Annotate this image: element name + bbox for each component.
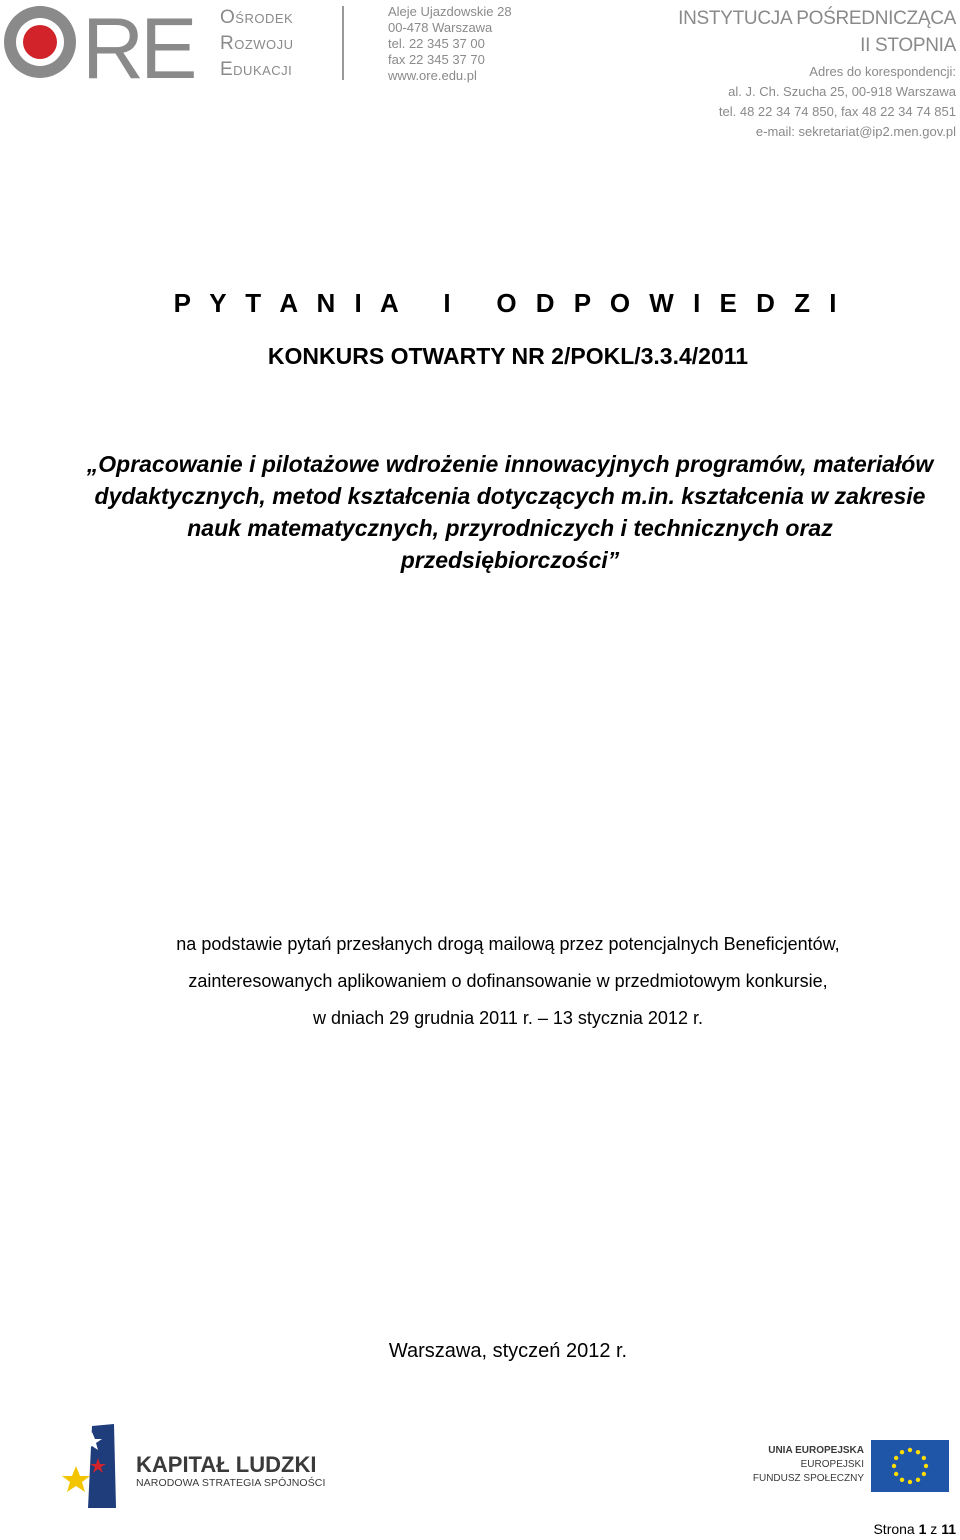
eu-star-icon	[922, 1456, 926, 1460]
place-date: Warszawa, styczeń 2012 r.	[388, 1340, 628, 1362]
institution-title	[678, 5, 956, 59]
header-divider	[342, 6, 344, 80]
correspondence-line: Adres do korespondencji:	[809, 64, 956, 79]
institution-line: INSTYTUCJA POŚREDNICZĄCA	[678, 8, 956, 29]
address-line: www.ore.edu.pl	[388, 68, 477, 83]
eu-star-icon	[924, 1464, 928, 1468]
eu-line: EUROPEJSKI	[800, 1459, 864, 1470]
document-title: P Y T A N I A I O D P O W I E D Z I	[173, 288, 843, 318]
competition-number: KONKURS OTWARTY NR 2/POKL/3.3.4/2011	[267, 343, 749, 369]
page-sep: z	[930, 1521, 938, 1537]
eu-text	[740, 1444, 864, 1486]
eu-star-icon	[908, 1448, 912, 1452]
address-line: tel. 22 345 37 00	[388, 36, 485, 51]
org-line: Ośrodek	[220, 7, 294, 28]
kl-title: KAPITAŁ LUDZKI	[136, 1452, 317, 1477]
eu-star-icon	[892, 1464, 896, 1468]
page-total: 11	[941, 1521, 956, 1537]
eu-star-icon	[916, 1478, 920, 1482]
address-line: fax 22 345 37 70	[388, 52, 485, 67]
eu-line: UNIA EUROPEJSKA	[768, 1445, 864, 1456]
eu-star-icon	[922, 1472, 926, 1476]
correspondence-address	[719, 62, 956, 142]
page-number	[873, 1521, 956, 1537]
address-line: Aleje Ujazdowskie 28	[388, 4, 512, 19]
project-name: „Opracowanie i pilotażowe wdrożenie innowacyjnych programów, materiałów dydaktycznych, metod kształcenia dotyczących m.in. kształcenia w zakresie nauk matematycznych, przyrodniczych i technicznych oraz przedsiębiorczości”	[86, 451, 934, 573]
org-line: Rozwoju	[220, 33, 294, 54]
eu-star-icon	[894, 1472, 898, 1476]
kapital-ludzki-logo	[62, 1424, 122, 1508]
eu-star-icon	[908, 1480, 912, 1484]
page-prefix: Strona	[873, 1521, 915, 1537]
eu-star-icon	[894, 1456, 898, 1460]
basis-line: na podstawie pytań przesłanych drogą mailową przez potencjalnych Beneficjentów,	[176, 934, 840, 954]
svg-text:RE: RE	[82, 1, 194, 90]
eu-star-icon	[916, 1450, 920, 1454]
basis-line: zainteresowanych aplikowaniem o dofinansowanie w przedmiotowym konkursie,	[188, 971, 828, 991]
basis-text	[80, 926, 936, 1037]
correspondence-line: e-mail: sekretariat@ip2.men.gov.pl	[755, 124, 956, 139]
eu-star-icon	[900, 1450, 904, 1454]
ore-address	[388, 4, 512, 84]
eu-star-icon	[900, 1478, 904, 1482]
basis-line: w dniach 29 grudnia 2011 r. – 13 stycznia 2012 r.	[313, 1008, 703, 1028]
eu-flag-icon	[871, 1440, 949, 1492]
correspondence-line: al. J. Ch. Szucha 25, 00-918 Warszawa	[728, 84, 956, 99]
address-line: 00-478 Warszawa	[388, 20, 493, 35]
page-current: 1	[918, 1521, 927, 1537]
ore-org-name	[220, 5, 294, 83]
institution-line: II STOPNIA	[860, 35, 956, 56]
kl-subtitle: NARODOWA STRATEGIA SPÓJNOŚCI	[136, 1477, 326, 1489]
correspondence-line: tel. 48 22 34 74 850, fax 48 22 34 74 851	[718, 104, 956, 119]
ore-logo	[0, 0, 200, 90]
eu-line: FUNDUSZ SPOŁECZNY	[752, 1473, 864, 1484]
org-line: Edukacji	[220, 59, 293, 80]
